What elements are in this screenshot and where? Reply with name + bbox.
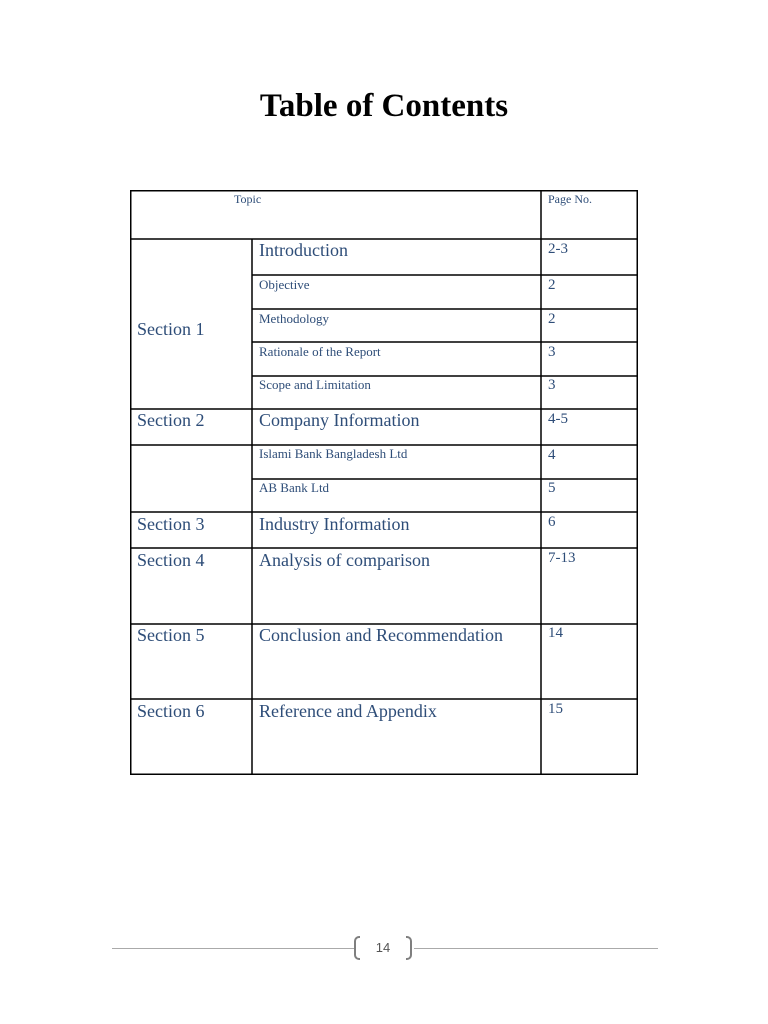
toc-entry-page: 6 <box>548 514 556 530</box>
footer-rule-left <box>112 948 354 949</box>
toc-entry-topic: Objective <box>259 277 310 292</box>
toc-entry-page: 2-3 <box>548 241 568 257</box>
toc-entry-page: 2 <box>548 277 556 293</box>
header-page: Page No. <box>548 192 592 206</box>
toc-table <box>130 190 638 775</box>
footer-rule-right <box>414 948 658 949</box>
section-6-label: Section 6 <box>137 701 205 721</box>
section-2-label: Section 2 <box>137 410 205 430</box>
footer-bracket-right <box>406 936 412 960</box>
toc-entry-page: 5 <box>548 480 556 496</box>
toc-entry-topic: Reference and Appendix <box>259 701 437 721</box>
toc-entry-topic: Rationale of the Report <box>259 344 381 359</box>
page-title: Table of Contents <box>259 88 509 124</box>
section-3-label: Section 3 <box>137 514 205 534</box>
toc-entry-page: 14 <box>548 625 563 641</box>
toc-entry-topic: AB Bank Ltd <box>259 480 330 495</box>
toc-entry-topic: Conclusion and Recommendation <box>259 625 503 645</box>
toc-entry-page: 3 <box>548 344 556 360</box>
toc-entry-topic: Analysis of comparison <box>259 550 430 570</box>
section-1-label: Section 1 <box>137 319 205 339</box>
toc-entry-topic: Methodology <box>259 311 330 326</box>
page-number: 14 <box>375 940 391 955</box>
toc-entry-topic: Introduction <box>259 240 348 260</box>
toc-entry-topic: Islami Bank Bangladesh Ltd <box>259 446 408 461</box>
section-4-label: Section 4 <box>137 550 205 570</box>
toc-grid-lines <box>130 190 638 775</box>
toc-entry-page: 4 <box>548 447 556 463</box>
toc-entry-page: 2 <box>548 311 556 327</box>
header-topic: Topic <box>234 192 262 206</box>
toc-entry-page: 3 <box>548 377 556 393</box>
toc-entry-page: 4-5 <box>548 411 568 427</box>
section-5-label: Section 5 <box>137 625 205 645</box>
toc-entry-page: 7-13 <box>548 550 576 566</box>
toc-entry-topic: Industry Information <box>259 514 410 534</box>
toc-entry-topic: Company Information <box>259 410 420 430</box>
toc-entry-page: 15 <box>548 701 563 717</box>
toc-entry-topic: Scope and Limitation <box>259 377 371 392</box>
